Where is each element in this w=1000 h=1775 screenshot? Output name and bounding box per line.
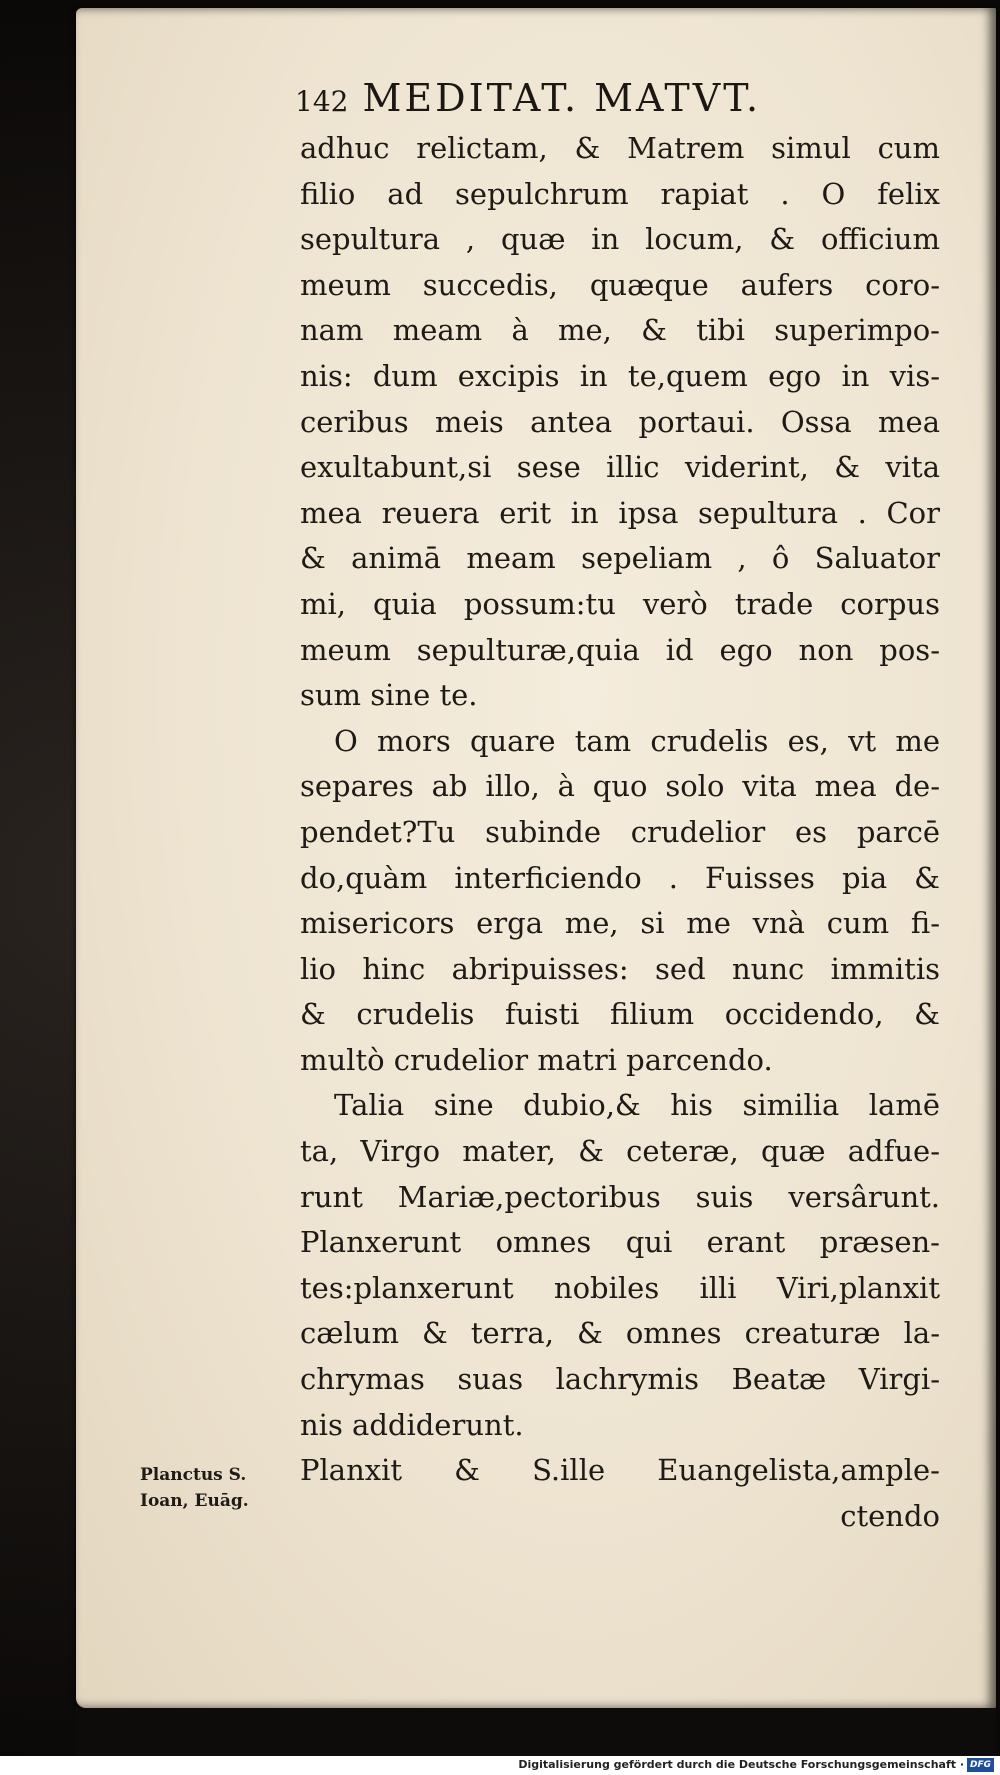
text-line: adhuc relictam, & Matrem simul cum xyxy=(300,131,940,165)
page-bottom-edge xyxy=(76,1708,996,1756)
text-line: Planxerunt omnes qui erant præsen- xyxy=(300,1225,940,1260)
margin-note xyxy=(140,1462,249,1514)
running-title: MEDITAT. MATVT. xyxy=(362,76,762,120)
catchword: ctendo xyxy=(840,1498,940,1533)
margin-note-line: Planctus S. xyxy=(140,1465,247,1485)
text-line: mi, quia possum:tu verò trade corpus xyxy=(300,586,940,621)
text-line: nis addiderunt. xyxy=(300,1407,524,1442)
text-line: sum sine te. xyxy=(300,678,478,713)
text-line: Talia sine dubio,& his similia lamē xyxy=(334,1088,940,1123)
text-line: do,quàm interficiendo . Fuisses pia & xyxy=(300,860,940,895)
dfg-logo-icon: DFG xyxy=(967,1758,994,1772)
text-line: chrymas suas lachrymis Beatæ Virgi- xyxy=(300,1362,940,1397)
text-line: Planxit & S.ille Euangelista,ample- xyxy=(300,1453,940,1488)
text-line: pendet?Tu subinde crudelior es parcē xyxy=(300,814,940,849)
text-line: runt Mariæ,pectoribus suis versârunt. xyxy=(300,1179,940,1214)
text-line: tes:planxerunt nobiles illi Viri,planxit xyxy=(300,1270,940,1305)
text-line: exultabunt,si sese illic viderint, & vita xyxy=(300,450,940,485)
text-line: ta, Virgo mater, & ceteræ, quæ adfue- xyxy=(300,1134,940,1169)
body-text xyxy=(300,126,940,1539)
page-number: 142 xyxy=(295,85,349,118)
text-line: O mors quare tam crudelis es, vt me xyxy=(334,723,940,758)
text-line: ceribus meis antea portaui. Ossa mea xyxy=(300,404,940,439)
text-line: multò crudelior matri parcendo. xyxy=(300,1042,773,1077)
text-line: misericors erga me, si me vnà cum fi- xyxy=(300,906,940,941)
running-header xyxy=(295,76,761,120)
text-line: sepultura , quæ in locum, & officium xyxy=(300,222,940,257)
text-line: filio ad sepulchrum rapiat . O felix xyxy=(300,176,940,211)
text-line: nam meam à me, & tibi superimpo- xyxy=(300,313,940,348)
text-line: cælum & terra, & omnes creaturæ la- xyxy=(300,1316,940,1351)
text-line: meum succedis, quæque aufers coro- xyxy=(300,267,940,302)
footer-credit: Digitalisierung gefördert durch die Deutsche Forschungsgemeinschaft · xyxy=(518,1758,964,1771)
text-line: lio hinc abripuisses: sed nunc immitis xyxy=(300,951,940,986)
text-line: separes ab illo, à quo solo vita mea de- xyxy=(300,769,940,804)
text-line: nis: dum excipis in te,quem ego in vis- xyxy=(300,358,940,393)
text-line: mea reuera erit in ipsa sepultura . Cor xyxy=(300,495,940,530)
text-line: meum sepulturæ,quia id ego non pos- xyxy=(300,632,940,667)
margin-note-line: Ioan, Euāg. xyxy=(140,1491,249,1511)
text-line: & animā meam sepeliam , ô Saluator xyxy=(300,541,940,576)
text-line: & crudelis fuisti filium occidendo, & xyxy=(300,997,940,1032)
